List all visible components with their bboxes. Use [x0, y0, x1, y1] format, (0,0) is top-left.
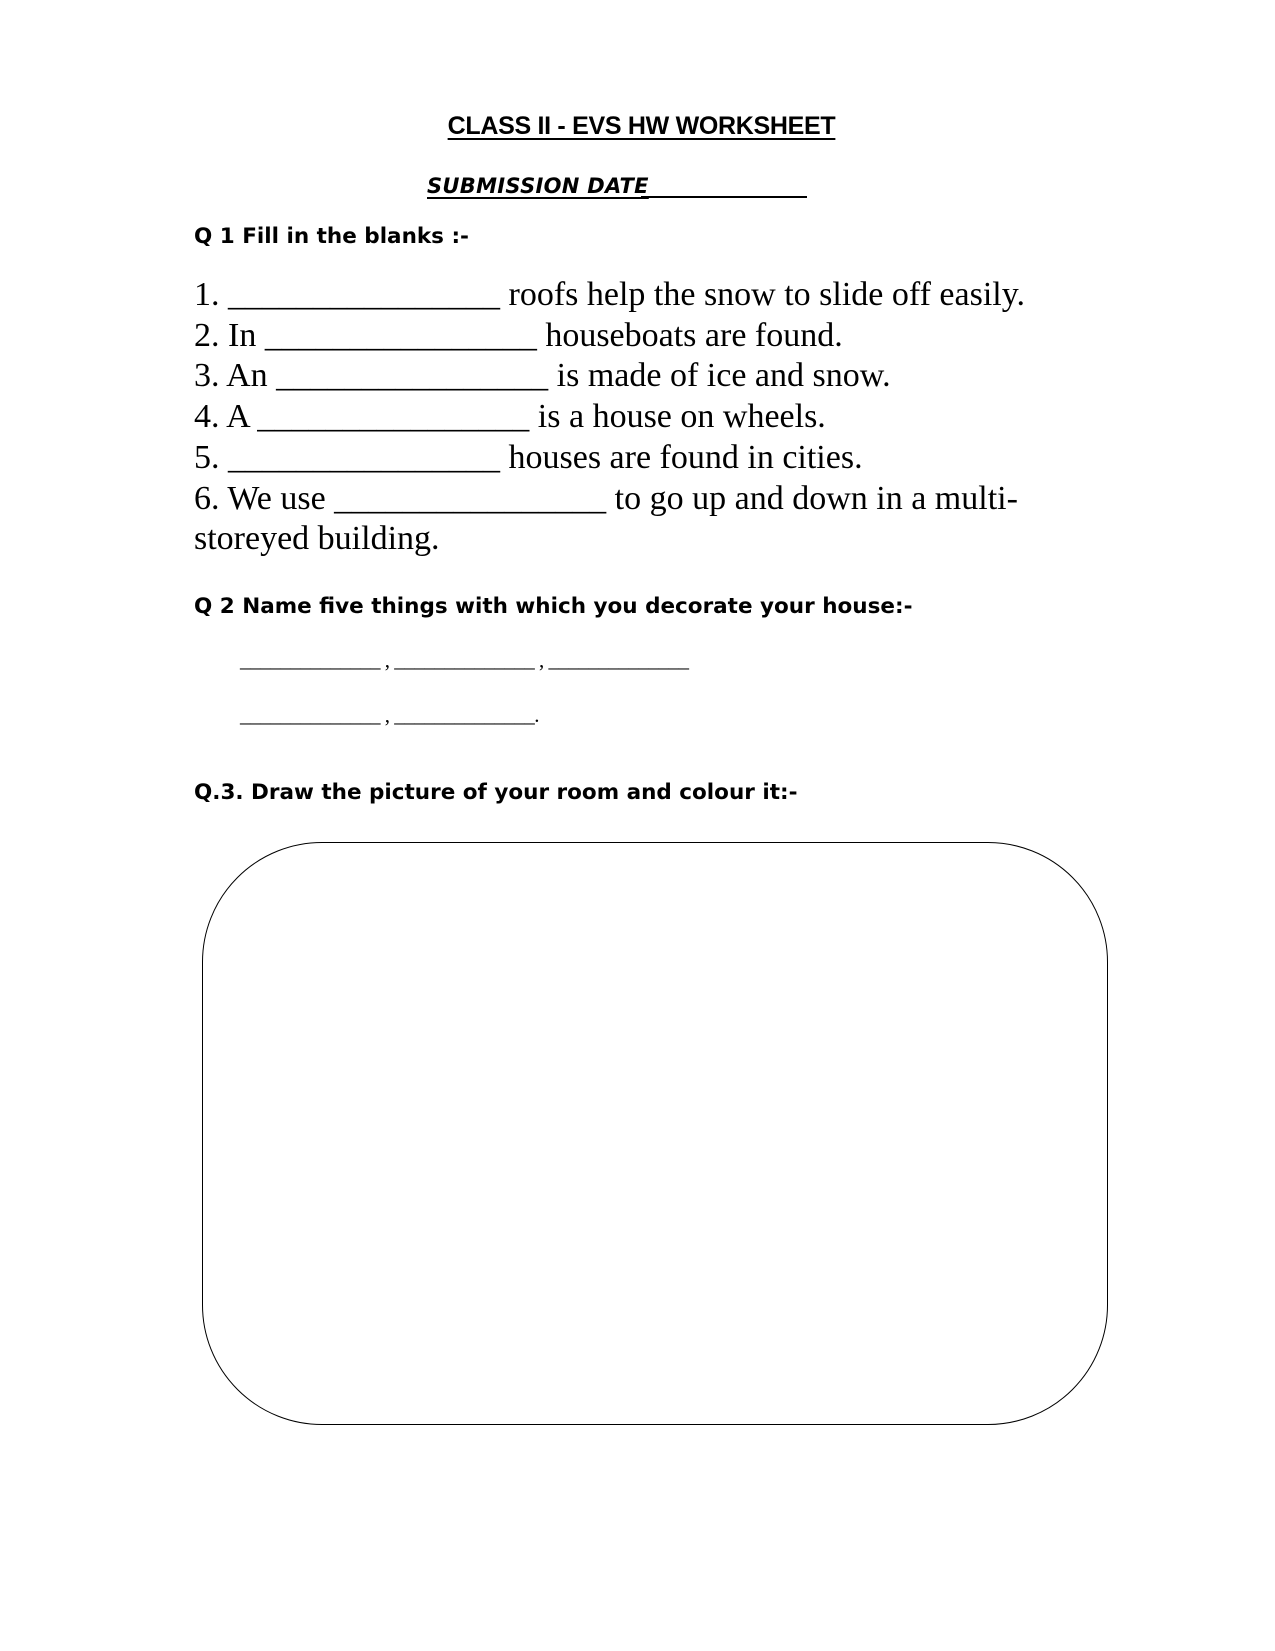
fill-item-3: 3. An ________________ is made of ice and snow.: [194, 357, 891, 395]
question-3-heading: Q.3. Draw the picture of your room and colour it:-: [194, 780, 798, 805]
decoration-answer-line-1: ______________ , ______________ , ______________: [240, 648, 689, 672]
question-2-heading: Q 2 Name five things with which you decorate your house:-: [194, 594, 913, 619]
submission-date-label: SUBMISSION DATE: [427, 174, 649, 198]
fill-item-2: 2. In ________________ houseboats are found.: [194, 316, 843, 354]
fill-item-1: 1. ________________ roofs help the snow to slide off easily.: [194, 276, 1026, 313]
submission-date-blank[interactable]: [641, 172, 807, 198]
fill-item-6: 6. We use ________________ to go up and down in a multi-storeyed building.: [194, 479, 1018, 558]
fill-item-5: 5. ________________ houses are found in cities.: [194, 438, 863, 476]
decoration-answer-line-2: ______________ , ______________.: [240, 703, 539, 727]
fill-item-4: 4. A ________________ is a house on wheels.: [194, 398, 826, 436]
fill-in-the-blanks-list: [194, 275, 1074, 560]
worksheet-title: CLASS II - EVS HW WORKSHEET: [447, 112, 836, 140]
room-drawing-box[interactable]: [202, 842, 1108, 1425]
submission-date-field: [427, 172, 807, 198]
question-1-heading: Q 1 Fill in the blanks :-: [194, 224, 469, 249]
